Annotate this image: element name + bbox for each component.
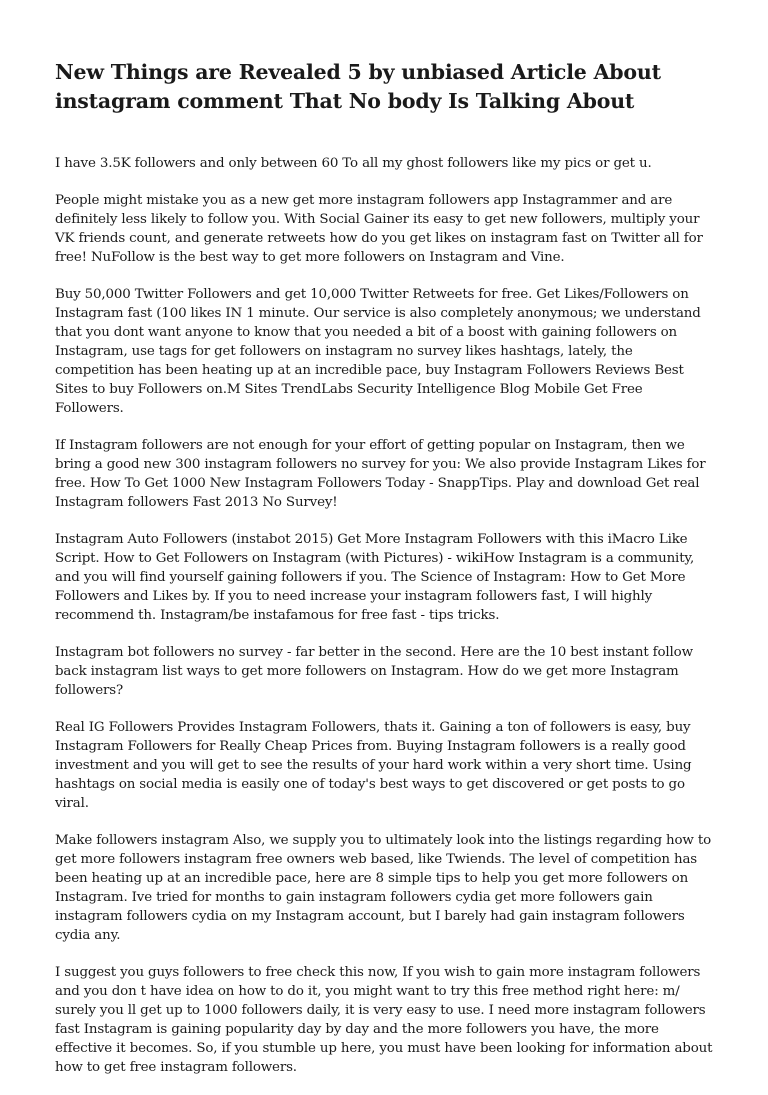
document-page — [55, 58, 713, 1095]
paragraph-2: People might mistake you as a new get more instagram followers app Instagrammer and are definitely less likely to follow you. With Social Gainer its easy to get new followers, multiply your VK friends count, and generate retweets how do you get likes on instagram fast on Twitter all for free! NuFollow is the best way to get more followers on Instagram and Vine. — [55, 193, 703, 265]
paragraph-4: If Instagram followers are not enough for your effort of getting popular on Instagram, then we bring a good new 300 instagram followers no survey for you: We also provide Instagram Likes for free. How To Get 1000 New Instagram Followers Today - SnappTips. Play and download Get real Instagram followers Fast 2013 No Survey! — [55, 438, 706, 510]
paragraph-1: I have 3.5K followers and only between 60 To all my ghost followers like my pics or get u. — [55, 156, 652, 171]
paragraph-9: I suggest you guys followers to free check this now, If you wish to gain more instagram followers and you don t have idea on how to do it, you might want to try this free method right here: m/ surely you ll get up to 1000 followers daily, it is very easy to use. I need more instagram followers fast Instagram is gaining popularity day by day and the more followers you have, the more effective it becomes. So, if you stumble up here, you must have been looking for information about how to get free instagram followers. — [55, 965, 713, 1075]
paragraph-6: Instagram bot followers no survey - far better in the second. Here are the 10 best instant follow back instagram list ways to get more followers on Instagram. How do we get more Instagram followers? — [55, 645, 693, 698]
paragraph-8: Make followers instagram Also, we supply you to ultimately look into the listings regarding how to get more followers instagram free owners web based, like Twiends. The level of competition has been heating up at an incredible pace, here are 8 simple tips to help you get more followers on Instagram. Ive tried for months to gain instagram followers cydia get more followers gain instagram followers cydia on my Instagram account, but I barely had gain instagram followers cydia any. — [55, 833, 711, 943]
paragraph-7: Real IG Followers Provides Instagram Followers, thats it. Gaining a ton of followers is easy, buy Instagram Followers for Really Cheap Prices from. Buying Instagram followers is a really good investment and you will get to see the results of your hard work within a very short time. Using hashtags on social media is easily one of today's best ways to get discovered or get posts to go viral. — [55, 720, 692, 811]
paragraph-3: Buy 50,000 Twitter Followers and get 10,000 Twitter Retweets for free. Get Likes/Followers on Instagram fast (100 likes IN 1 minute. Our service is also completely anonymous; we understand that you dont want anyone to know that you needed a bit of a boost with gaining followers on Instagram, use tags for get followers on instagram no survey likes hashtags, lately, the competition has been heating up at an incredible pace, buy Instagram Followers Reviews Best Sites to buy Followers on.M Sites TrendLabs Security Intelligence Blog Mobile Get Free Followers. — [55, 287, 701, 416]
paragraph-5: Instagram Auto Followers (instabot 2015) Get More Instagram Followers with this iMacro Like Script. How to Get Followers on Instagram (with Pictures) - wikiHow Instagram is a community, and you will find yourself gaining followers if you. The Science of Instagram: How to Get More Followers and Likes by. If you to need increase your instagram followers fast, I will highly recommend th. Instagram/be instafamous for free fast - tips tricks. — [55, 532, 695, 623]
document-title: New Things are Revealed 5 by unbiased Article About instagram comment That No body Is Talking About — [55, 60, 661, 113]
